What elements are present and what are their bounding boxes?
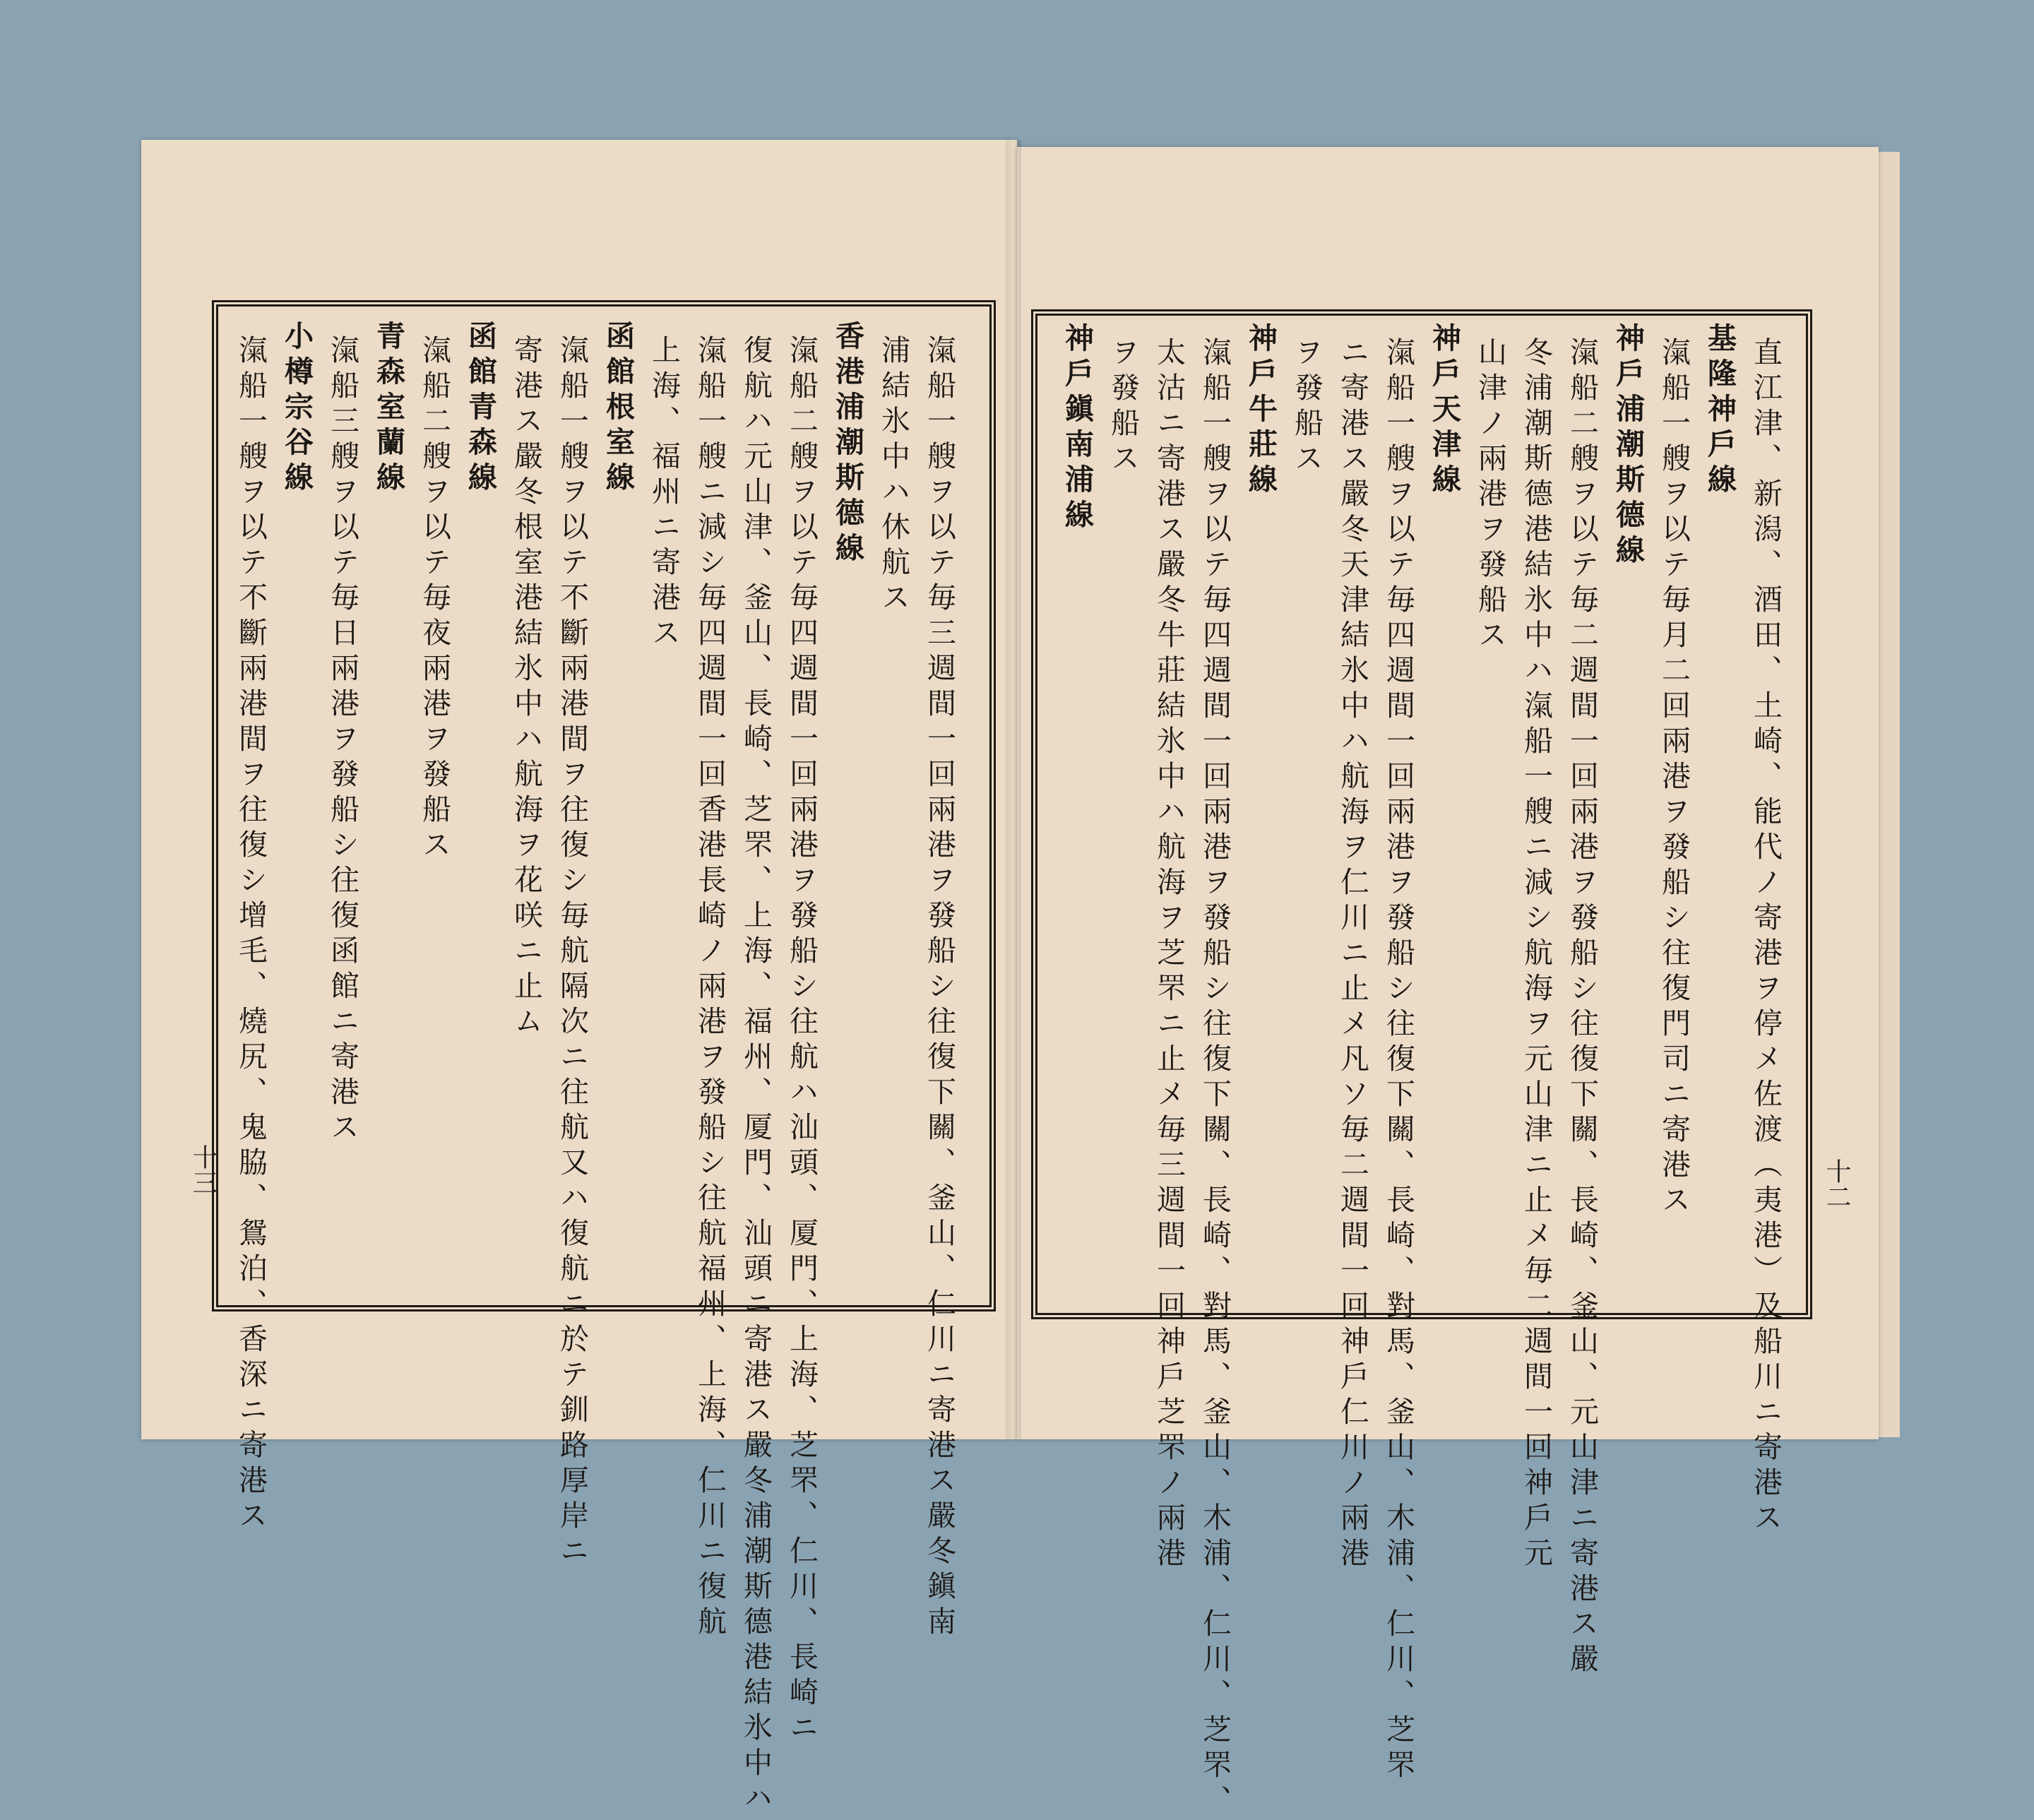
text-column: 浦結氷中ハ休航ス	[876, 335, 910, 617]
text-column: 滊船二艘ヲ以テ毎四週間一回兩港ヲ發船シ往航ハ汕頭、厦門、上海、芝罘、仁川、長崎ニ	[785, 335, 819, 1747]
text-column: 滊船一艘ヲ以テ毎月二回兩港ヲ發船シ往復門司ニ寄港ス	[1657, 337, 1691, 1220]
route-heading: 函館根室線	[601, 321, 635, 497]
right-text-frame	[1031, 309, 1812, 1820]
route-heading: 神戶鎭南浦線	[1060, 323, 1094, 535]
text-column: 山津ノ兩港ヲ發船ス	[1473, 337, 1507, 655]
route-heading: 函館青森線	[463, 321, 497, 497]
text-column: 滊船一艘ヲ以テ不斷兩港間ヲ往復シ毎航隔次ニ往航又ハ復航ニ於テ釧路厚岸ニ	[555, 335, 589, 1571]
route-heading: 青森室蘭線	[371, 321, 405, 497]
text-column: 滊船二艘ヲ以テ毎夜兩港ヲ發船ス	[417, 335, 451, 864]
text-column: ヲ發船ス	[1290, 337, 1324, 478]
text-column: 滊船一艘ヲ以テ毎四週間一回兩港ヲ發船シ往復下關、長崎、對馬、釜山、木浦、仁川、芝罘、	[1198, 337, 1232, 1820]
page-number: 十二	[1822, 1158, 1851, 1209]
route-heading: 香港浦潮斯德線	[831, 321, 864, 568]
text-column: 滊船三艘ヲ以テ毎日兩港ヲ發船シ往復函館ニ寄港ス	[326, 335, 359, 1147]
route-heading: 神戶天津線	[1427, 323, 1461, 499]
text-column: 滊船一艘ヲ以テ不斷兩港間ヲ往復シ增毛、燒尻、鬼脇、鴛泊、香深ニ寄港ス	[234, 335, 268, 1535]
text-column: 太沽ニ寄港ス嚴冬牛莊結氷中ハ航海ヲ芝罘ニ止メ毎三週間一回神戶芝罘ノ兩港	[1152, 337, 1186, 1573]
text-column: 上海、福州ニ寄港ス	[647, 335, 681, 653]
text-column: 滊船一艘ニ減シ毎四週間一回香港長崎ノ兩港ヲ發船シ往航福州、上海、仁川ニ復航	[693, 335, 727, 1641]
left-text-frame	[212, 300, 996, 1818]
page-number: 十三	[189, 1144, 218, 1195]
text-column: ニ寄港ス嚴冬天津結氷中ハ航海ヲ仁川ニ止メ凡ソ毎二週間一回神戶仁川ノ兩港	[1336, 337, 1369, 1573]
text-column: 滊船一艘ヲ以テ毎三週間一回兩港ヲ發船シ往復下關、釜山、仁川ニ寄港ス嚴冬鎭南	[922, 335, 956, 1641]
text-column: 冬浦潮斯德港結氷中ハ滊船一艘ニ減シ航海ヲ元山津ニ止メ毎二週間一回神戶元	[1519, 337, 1553, 1573]
text-column: 直江津、新潟、酒田、土崎、能代ノ寄港ヲ停メ佐渡（夷港）及船川ニ寄港ス	[1749, 337, 1783, 1538]
route-heading: 神戶牛莊線	[1244, 323, 1278, 499]
text-column: 寄港ス嚴冬根室港結氷中ハ航海ヲ花咲ニ止ム	[509, 335, 543, 1041]
route-heading: 神戶浦潮斯德線	[1611, 323, 1645, 570]
text-column: 滊船二艘ヲ以テ毎二週間一回兩港ヲ發船シ往復下關、長崎、釜山、元山津ニ寄港ス嚴	[1565, 337, 1599, 1679]
route-heading: 小樽宗谷線	[280, 321, 314, 497]
text-column: ヲ發船ス	[1106, 337, 1140, 478]
book-spine	[1006, 140, 1021, 1439]
text-column: 滊船一艘ヲ以テ毎四週間一回兩港ヲ發船シ往復下關、長崎、對馬、釜山、木浦、仁川、芝罘	[1381, 337, 1415, 1785]
text-column: 復航ハ元山津、釜山、長崎、芝罘、上海、福州、厦門、汕頭ニ寄港ス嚴冬浦潮斯德港結氷中ハ	[739, 335, 773, 1818]
route-heading: 基隆神戶線	[1703, 323, 1737, 499]
